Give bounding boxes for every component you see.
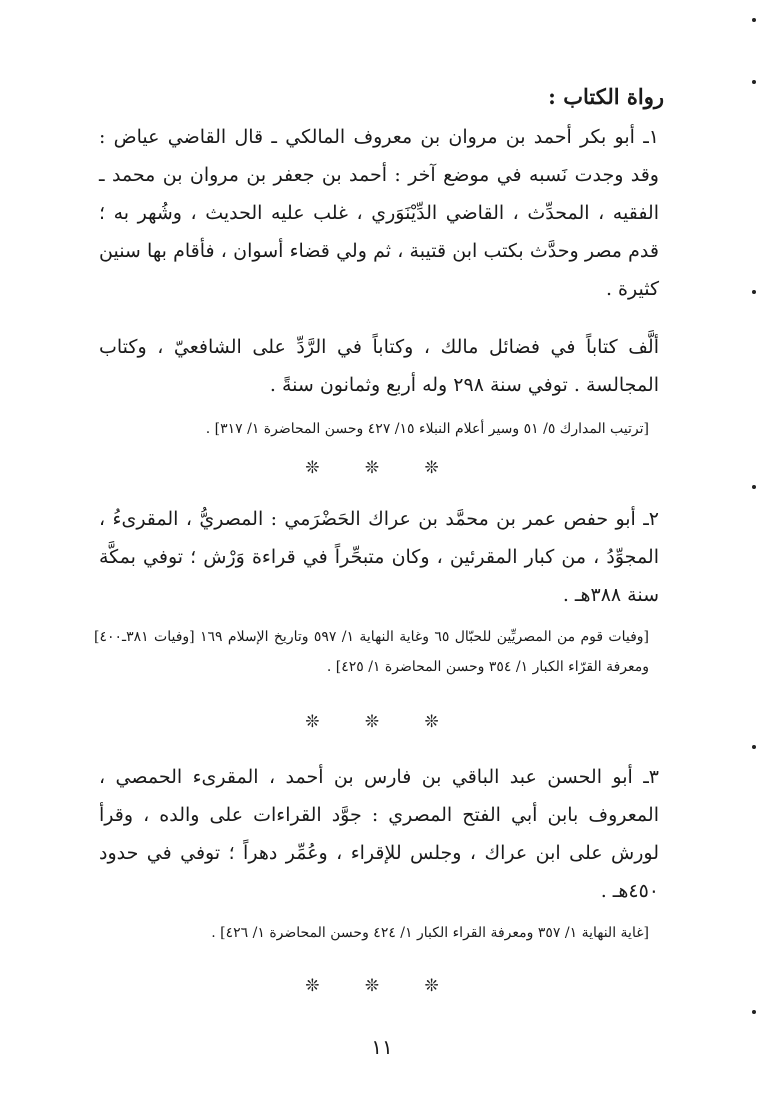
entry-2-references: [وفيات قوم من المصريِّين للحبّال ٦٥ وغاية النهاية ١/ ٥٩٧ وتاريخ الإسلام ١٦٩ [وفيات ٣٨١ـ٤٠٠] ومعرفة القرّاء الكبار ١/ ٣٥٤ وحسن المحاضرة ١/ ٤٢٥] . — [94, 629, 649, 675]
page-number: ١١ — [371, 1035, 393, 1059]
entry-3-biography: ٣ـ أبو الحسن عبد الباقي بن فارس بن أحمد ، المقرىء الحمصي ، المعروف بابن أبي الفتح المصري : جوَّد القراءات على والده ، وقرأ لورش على ابن عراك ، وجلس للإقراء ، وعُمِّر دهراً ؛ توفي في حدود ٤٥٠هـ . — [99, 766, 659, 902]
entry-1-biography: ١ـ أبو بكر أحمد بن مروان بن معروف المالكي ـ قال القاضي عياض : وقد وجدت نَسبه في موضع آخر : أحمد بن جعفر بن مروان بن محمد ـ الفقيه ، المحدِّث ، القاضي الدِّيْنَوَري ، غلب عليه الحديث ، وشُهر به ؛ قدم مصر وحدَّث بكتب ابن قتيبة ، ثم ولي قضاء أسوان ، فأقام بها سنين كثيرة . — [99, 126, 659, 300]
separator-2: ❊ ❊ ❊ — [305, 712, 459, 732]
scan-mark — [752, 18, 756, 22]
scan-mark — [752, 80, 756, 84]
separator-3: ❊ ❊ ❊ — [305, 976, 459, 996]
scan-mark — [752, 290, 756, 294]
entry-1-works: ألَّف كتاباً في فضائل مالك ، وكتاباً في الرَّدِّ على الشافعيّ ، وكتاب المجالسة . توفي سنة ٢٩٨ وله أربع وثمانون سنةً . — [99, 336, 659, 396]
entry-3-references: [غاية النهاية ١/ ٣٥٧ ومعرفة القراء الكبار ١/ ٤٢٤ وحسن المحاضرة ١/ ٤٢٦] . — [211, 925, 649, 941]
section-heading: رواة الكتاب : — [548, 84, 664, 109]
scan-mark — [752, 1010, 756, 1014]
separator-1: ❊ ❊ ❊ — [305, 458, 459, 478]
entry-2-biography: ٢ـ أبو حفص عمر بن محمَّد بن عراك الحَضْرَمي : المصريُّ ، المقرىءُ ، المجوِّدُ ، من كبار المقرئين ، وكان متبحِّراً في قراءة وَرْش ؛ توفي بمكَّة سنة ٣٨٨هـ . — [99, 508, 659, 606]
entry-1-references: [ترتيب المدارك ٥/ ٥١ وسير أعلام النبلاء ١٥/ ٤٢٧ وحسن المحاضرة ١/ ٣١٧] . — [205, 421, 649, 437]
scan-mark — [752, 485, 756, 489]
scan-mark — [752, 745, 756, 749]
